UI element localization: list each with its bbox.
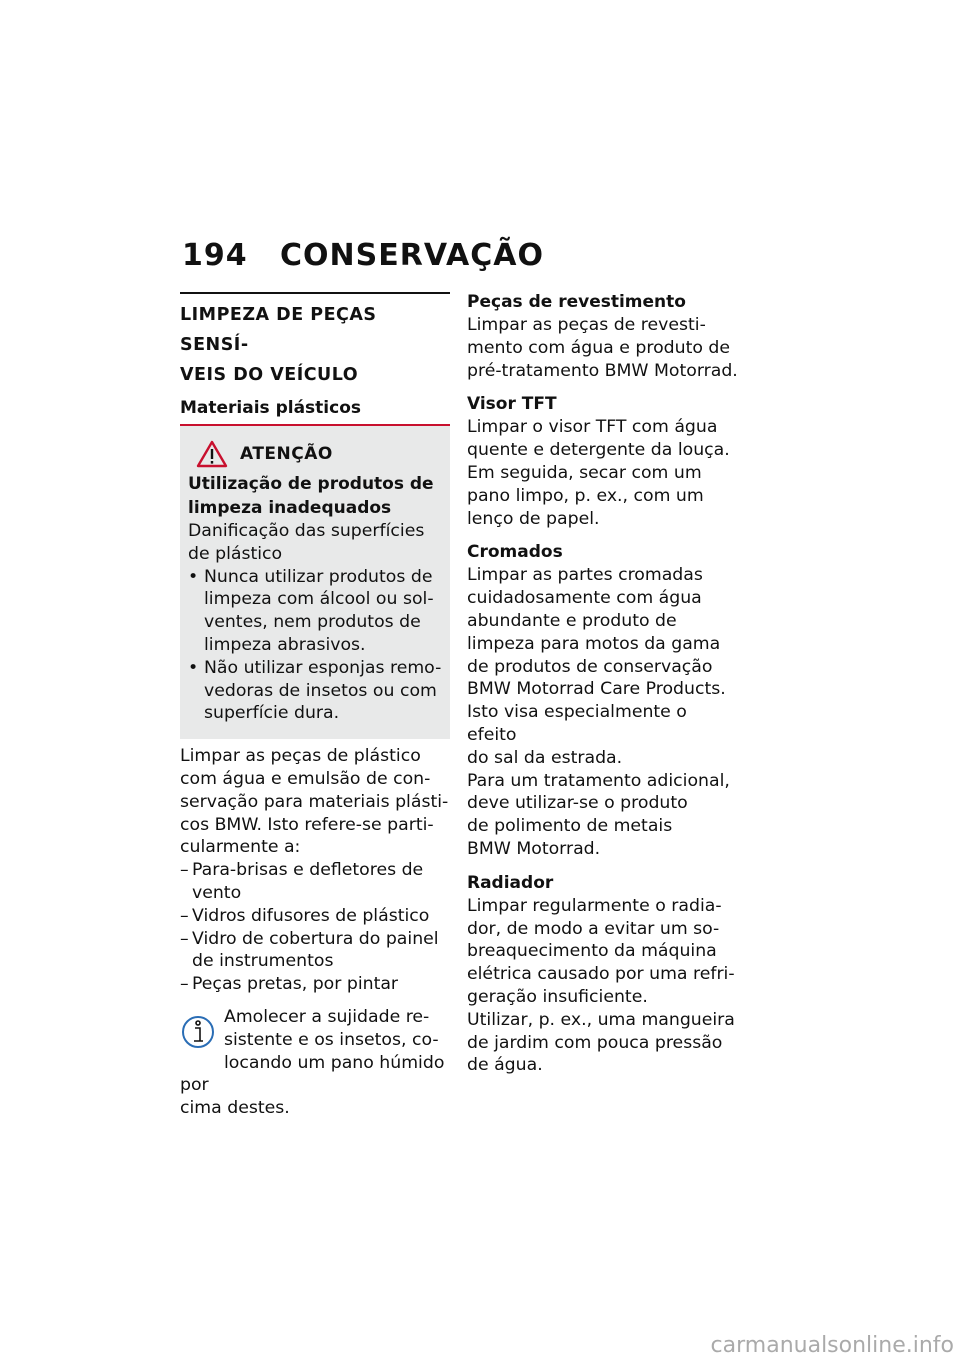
warning-bullet: • Não utilizar esponjas remo- vedoras de insetos ou com superfície dura. — [188, 657, 442, 724]
right-column — [467, 290, 739, 1077]
watermark: carmanualsonline.info — [710, 1333, 954, 1358]
list-item: – Para-brisas e defletores de vento — [180, 860, 424, 903]
warning-label: ATENÇÃO — [240, 444, 333, 464]
info-note: Amolecer a sujidade re- sistente e os insetos, co- locando um pano húmido por cima destes. — [180, 1006, 445, 1119]
section-title: LIMPEZA DE PEÇAS SENSÍ- VEIS DO VEÍCULO — [180, 305, 377, 385]
section-coatings: Peças de revestimento Limpar as peças de revesti- mento com água e produto de pré-tratamento BMW Motorrad. — [467, 292, 738, 381]
section-heading: Visor TFT — [467, 394, 557, 415]
section-tft-display: Visor TFT Limpar o visor TFT com água quente e detergente da louça. Em seguida, secar com um pano limpo, p. ex., com um lenço de papel. — [467, 392, 739, 530]
section-heading: Peças de revestimento — [467, 292, 686, 312]
body-paragraph: Limpar as peças de plástico com água e emulsão de con- servação para materiais plásti- cos BMW. Isto refere-se parti- cularmente a: — [180, 746, 449, 858]
bullet-icon: • — [188, 566, 199, 587]
section-rule — [180, 292, 450, 294]
section-heading: Radiador — [467, 872, 554, 893]
list-item: – Vidros difusores de plástico — [180, 905, 430, 926]
page-header — [182, 238, 544, 273]
left-column — [180, 290, 450, 1120]
warning-title: Utilização de produtos de limpeza inadequados — [188, 474, 434, 518]
section-radiator: Radiador Limpar regularmente o radia- dor, de modo a evitar um so- breaquecimento da máquina elétrica causado por uma refri- geração insuficiente. Utilizar, p. ex., uma mangueira de jardim com pouca pressão de água. — [467, 871, 739, 1077]
list-item: – Vidro de cobertura do painel de instrumentos — [180, 928, 439, 972]
section-chrome: Cromados Limpar as partes cromadas cuidadosamente com água abundante e produto de limpeza para motos da gama de produtos de conservação BMW Motorrad Care Products. Isto visa especialmente o efeito do sal da estrada. Para um tratamento adicional, deve utilizar-se o produto de polimento de metais BMW Motorrad. — [467, 540, 739, 860]
warning-header — [188, 440, 442, 468]
warning-bullet: • Nunca utilizar produtos de limpeza com álcool ou sol- ventes, nem produtos de limpeza abrasivos. — [188, 566, 434, 655]
list-item: – Peças pretas, por pintar — [180, 974, 399, 995]
bullet-icon: • — [188, 657, 199, 678]
subsection-title: Materiais plásticos — [180, 398, 362, 418]
warning-description: Danificação das superfícies de plástico — [188, 521, 425, 564]
warning-box — [180, 426, 450, 739]
page-number: 194 — [182, 238, 248, 273]
page-title: CONSERVAÇÃO — [280, 238, 544, 273]
info-icon — [180, 1012, 216, 1052]
section-heading: Cromados — [467, 542, 563, 563]
warning-triangle-icon — [196, 440, 228, 468]
